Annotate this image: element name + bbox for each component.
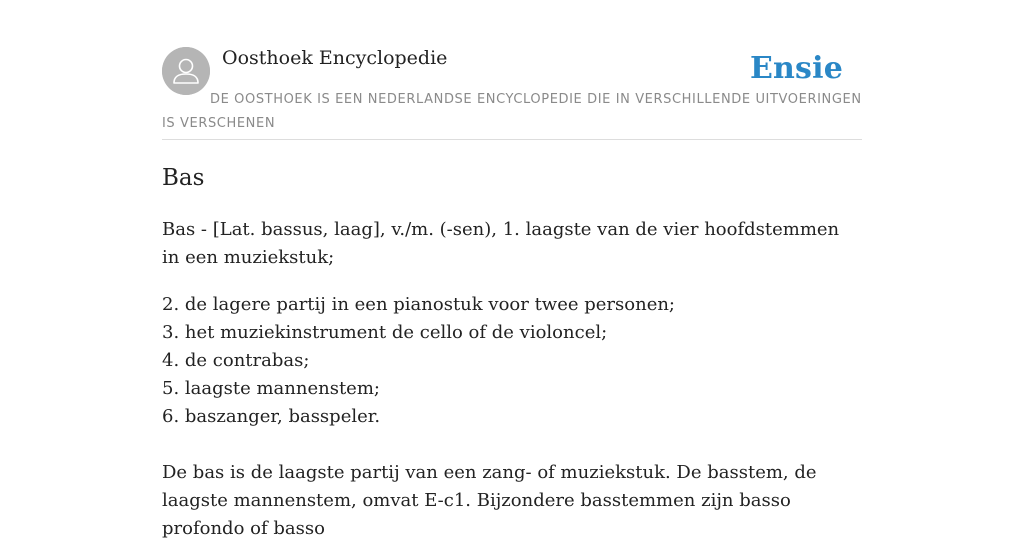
entry-title: Bas	[162, 165, 205, 191]
ensie-logo-link[interactable]: Ensie	[749, 51, 843, 86]
source-description: DE OOSTHOEK IS EEN NEDERLANDSE ENCYCLOPEDIE DIE IN VERSCHILLENDE UITVOERINGEN IS VERSCHENEN	[162, 92, 862, 131]
definition-item: 2. de lagere partij in een pianostuk voor twee personen;	[162, 294, 675, 315]
definition-item: 4. de contrabas;	[162, 350, 310, 371]
entry-definition-list	[162, 291, 862, 431]
entry-intro: Bas - [Lat. bassus, laag], v./m. (-sen), 1. laagste van de vier hoofdstemmen in een muziekstuk;	[162, 219, 840, 268]
definition-item: 5. laagste mannenstem;	[162, 378, 380, 399]
definition-item: 6. baszanger, basspeler.	[162, 406, 381, 427]
source-header	[162, 0, 862, 140]
entry-paragraph: De bas is de laagste partij van een zang- of muziekstuk. De basstem, de laagste mannenstem, omvat E-c1. Bijzondere basstemmen zijn basso profondo of basso	[162, 462, 817, 539]
page	[162, 0, 862, 539]
source-title-link[interactable]: Oosthoek Encyclopedie	[222, 47, 448, 69]
definition-item: 3. het muziekinstrument de cello of de violoncel;	[162, 322, 608, 343]
